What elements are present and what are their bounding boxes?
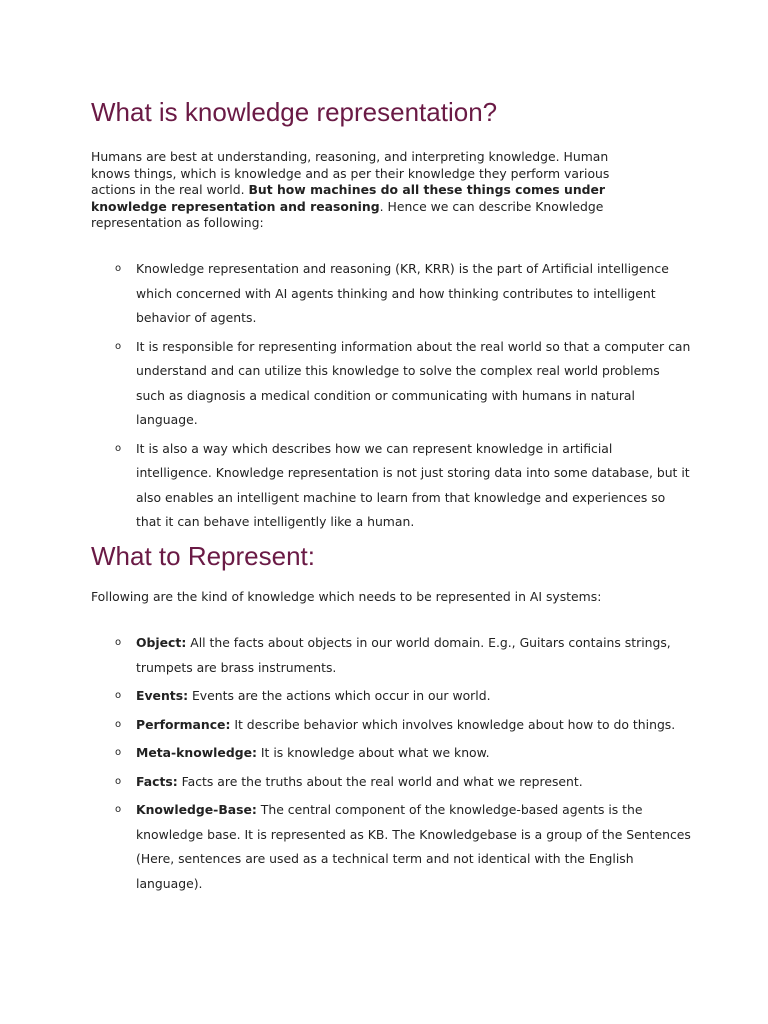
- list-item-text: It is also a way which describes how we can represent knowledge in artificial intelligence. Knowledge representation is not just storing data into some database, but it also enables an intelligent machine to learn from that knowledge and experiences so that it can behave intelligently like a human.: [136, 440, 690, 529]
- list-item-title: Facts:: [136, 773, 178, 789]
- bullet-icon: o: [115, 718, 122, 730]
- intro-paragraph: [91, 149, 651, 232]
- section-heading-what-to-represent: What to Represent:: [91, 541, 315, 571]
- bullet-icon: o: [115, 775, 122, 787]
- list-item-text: Knowledge representation and reasoning (KR, KRR) is the part of Artificial intelligence which concerned with AI agents thinking and how thinking contributes to intelligent behavior of agents.: [136, 261, 669, 325]
- list-item: [91, 257, 691, 331]
- list-item-title: Meta-knowledge:: [136, 745, 257, 760]
- list-item-text: The central component of the knowledge-based agents is the knowledge base. It is represented as KB. The Knowledgebase is a group of the Sentences (Here, sentences are used as a technical term and not identical with the English language).: [136, 802, 691, 891]
- bullet-icon: o: [115, 340, 122, 352]
- list-item: [91, 684, 691, 709]
- list-item: [91, 770, 691, 795]
- kr-definition-list: [91, 257, 691, 539]
- bullet-icon: o: [115, 690, 122, 701]
- intro-bold-text: But how machines do all these things comes under knowledge representation and reasoning: [91, 182, 606, 214]
- knowledge-kinds-list: [91, 631, 691, 900]
- list-item-text: It describe behavior which involves knowledge about how to do things.: [230, 716, 676, 732]
- bullet-icon: o: [115, 442, 122, 454]
- section-heading-knowledge-representation: What is knowledge representation?: [91, 97, 498, 127]
- intro-text-1: Humans are best at understanding, reasoning, and interpreting knowledge. Human knows things, which is knowledge and as per their knowledge they perform various actions in the real world.: [91, 149, 610, 197]
- list-item-title: Performance:: [136, 716, 231, 732]
- list-item: [91, 798, 691, 896]
- list-item-text: It is responsible for representing information about the real world so that a computer can understand and can utilize this knowledge to solve the complex real world problems such as diagnosis a medical condition or communicating with humans in natural language.: [136, 338, 691, 427]
- list-item: [91, 437, 691, 535]
- list-item-title: Knowledge-Base:: [136, 802, 257, 817]
- list-item-title: Object:: [136, 635, 187, 650]
- list-item: [91, 741, 691, 766]
- bullet-icon: o: [115, 637, 122, 648]
- list-item: [91, 713, 691, 738]
- list-item: [91, 631, 691, 680]
- intro-text-2: . Hence we can describe Knowledge representation as following:: [91, 198, 604, 230]
- list-item-text: Facts are the truths about the real world and what we represent.: [177, 773, 583, 789]
- list-item: [91, 335, 691, 433]
- list-item-text: Events are the actions which occur in our world.: [188, 688, 491, 703]
- list-item-text: It is knowledge about what we know.: [256, 745, 490, 760]
- list-item-title: Events:: [136, 688, 189, 703]
- bullet-icon: o: [115, 263, 122, 274]
- represent-intro-paragraph: Following are the kind of knowledge which needs to be represented in AI systems:: [91, 589, 602, 604]
- bullet-icon: o: [115, 747, 122, 758]
- bullet-icon: o: [115, 804, 122, 815]
- list-item-text: All the facts about objects in our world domain. E.g., Guitars contains strings, trumpets are brass instruments.: [136, 635, 671, 675]
